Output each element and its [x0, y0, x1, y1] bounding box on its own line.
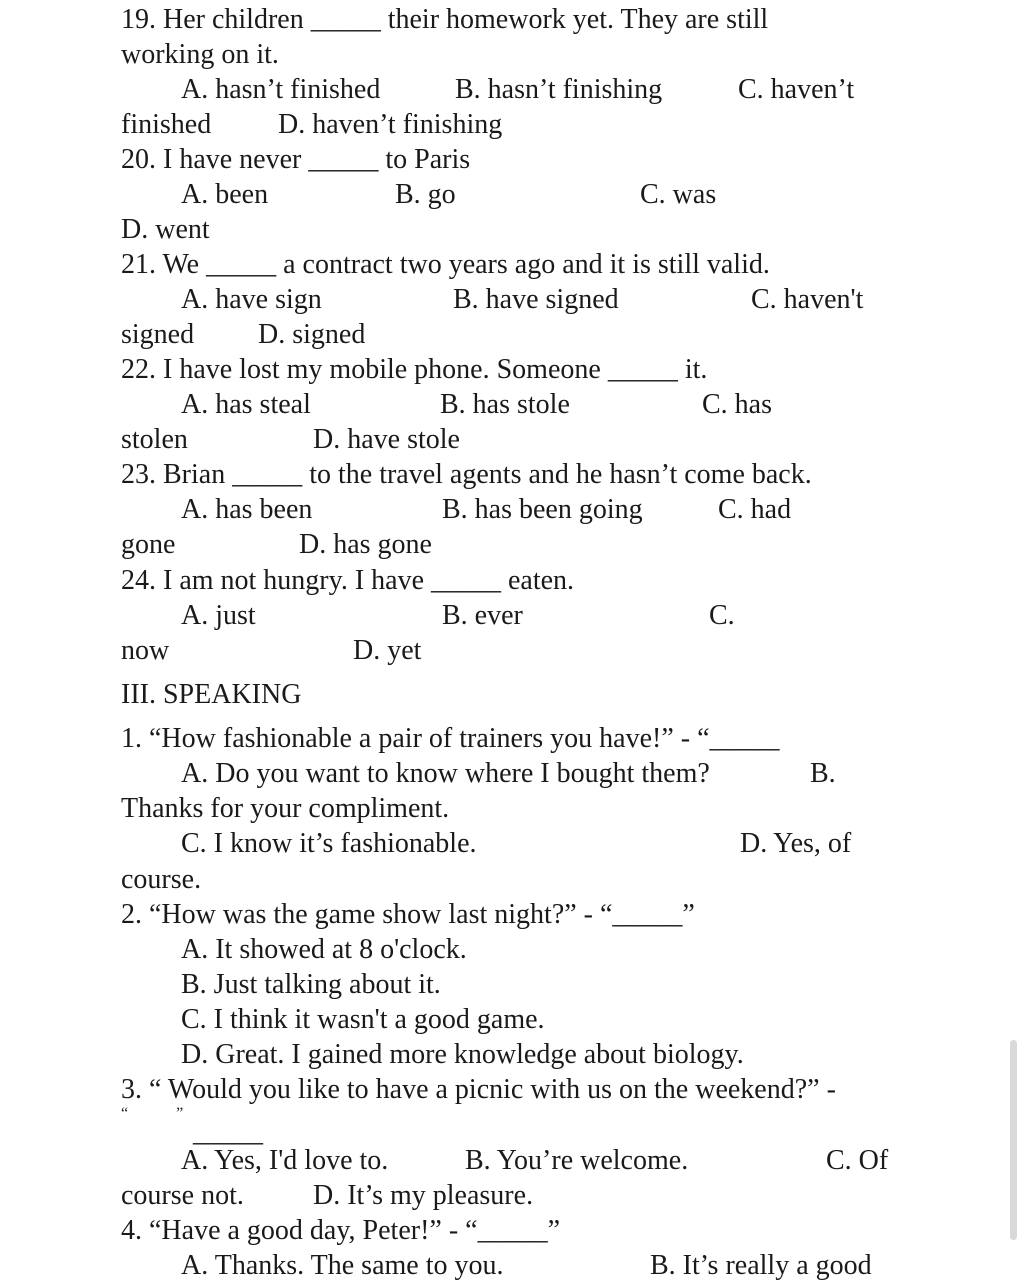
speaking-2-stem: 2. “How was the game show last night?” - “_____” [121, 899, 695, 930]
speaking-3-stem: 3. “ Would you like to have a picnic with us on the weekend?” - [121, 1074, 836, 1105]
s2-option-a: A. It showed at 8 o'clock. [181, 934, 467, 965]
s1-option-c: C. I know it’s fashionable. [181, 828, 477, 859]
question-22-stem: 22. I have lost my mobile phone. Someone _____ it. [121, 354, 708, 385]
question-23-stem: 23. Brian _____ to the travel agents and he hasn’t come back. [121, 459, 812, 490]
q19-option-a: A. hasn’t finished [181, 74, 381, 105]
q23-option-d: D. has gone [299, 529, 432, 560]
s3-option-c: C. Of [826, 1145, 889, 1176]
s2-option-c: C. I think it wasn't a good game. [181, 1004, 545, 1035]
s1-option-d-cont: course. [121, 864, 202, 895]
q21-option-c-cont: signed [121, 319, 195, 350]
q19-option-c: C. haven’t [738, 74, 855, 105]
s1-option-a: A. Do you want to know where I bought them? [181, 758, 710, 789]
q19-option-d: D. haven’t finishing [278, 109, 503, 140]
q23-option-a: A. has been [181, 494, 313, 525]
q24-option-d: D. yet [353, 635, 422, 666]
s2-option-d: D. Great. I gained more knowledge about biology. [181, 1039, 744, 1070]
q19-option-c-cont: finished [121, 109, 212, 140]
q22-option-b: B. has stole [440, 389, 570, 420]
s3-option-b: B. You’re welcome. [465, 1145, 689, 1176]
q20-option-c: C. was [640, 179, 717, 210]
question-21-stem: 21. We _____ a contract two years ago and it is still valid. [121, 249, 770, 280]
q20-option-d: D. went [121, 214, 210, 245]
s4-option-a: A. Thanks. The same to you. [181, 1250, 504, 1281]
question-20-stem: 20. I have never _____ to Paris [121, 144, 471, 175]
scrollbar[interactable] [1010, 1040, 1017, 1240]
q21-option-b: B. have signed [453, 284, 619, 315]
q23-option-c: C. had [718, 494, 792, 525]
question-19-stem: 19. Her children _____ their homework yet. They are still [121, 4, 769, 35]
q24-option-a: A. just [181, 600, 256, 631]
s1-option-b: B. [810, 758, 836, 789]
q24-option-c: C. [709, 600, 735, 631]
question-19-stem-cont: working on it. [121, 39, 279, 70]
q22-option-a: A. has steal [181, 389, 311, 420]
s3-option-c-cont: course not. [121, 1180, 244, 1211]
q22-option-c: C. has [702, 389, 772, 420]
q22-option-d: D. have stole [313, 424, 460, 455]
speaking-3-blank: _____ [193, 1117, 263, 1148]
q20-option-a: A. been [181, 179, 269, 210]
question-24-stem: 24. I am not hungry. I have _____ eaten. [121, 565, 575, 596]
s3-option-a: A. Yes, I'd love to. [181, 1145, 389, 1176]
q21-option-d: D. signed [258, 319, 366, 350]
s1-option-d: D. Yes, of [740, 828, 852, 859]
q23-option-b: B. has been going [442, 494, 643, 525]
q24-option-c-cont: now [121, 635, 170, 666]
s2-option-b: B. Just talking about it. [181, 969, 441, 1000]
q21-option-c: C. haven't [751, 284, 864, 315]
speaking-4-stem: 4. “Have a good day, Peter!” - “_____” [121, 1215, 561, 1246]
s1-option-b-cont: Thanks for your compliment. [121, 793, 450, 824]
s4-option-b: B. It’s really a good [650, 1250, 872, 1281]
speaking-3-quotes: “ ” [121, 1105, 184, 1122]
q21-option-a: A. have sign [181, 284, 322, 315]
s3-option-d: D. It’s my pleasure. [313, 1180, 534, 1211]
section-heading: III. SPEAKING [121, 679, 302, 710]
q22-option-c-cont: stolen [121, 424, 188, 455]
q24-option-b: B. ever [442, 600, 523, 631]
q20-option-b: B. go [395, 179, 456, 210]
q19-option-b: B. hasn’t finishing [455, 74, 663, 105]
speaking-1-stem: 1. “How fashionable a pair of trainers you have!” - “_____ [121, 723, 780, 754]
q23-option-c-cont: gone [121, 529, 176, 560]
